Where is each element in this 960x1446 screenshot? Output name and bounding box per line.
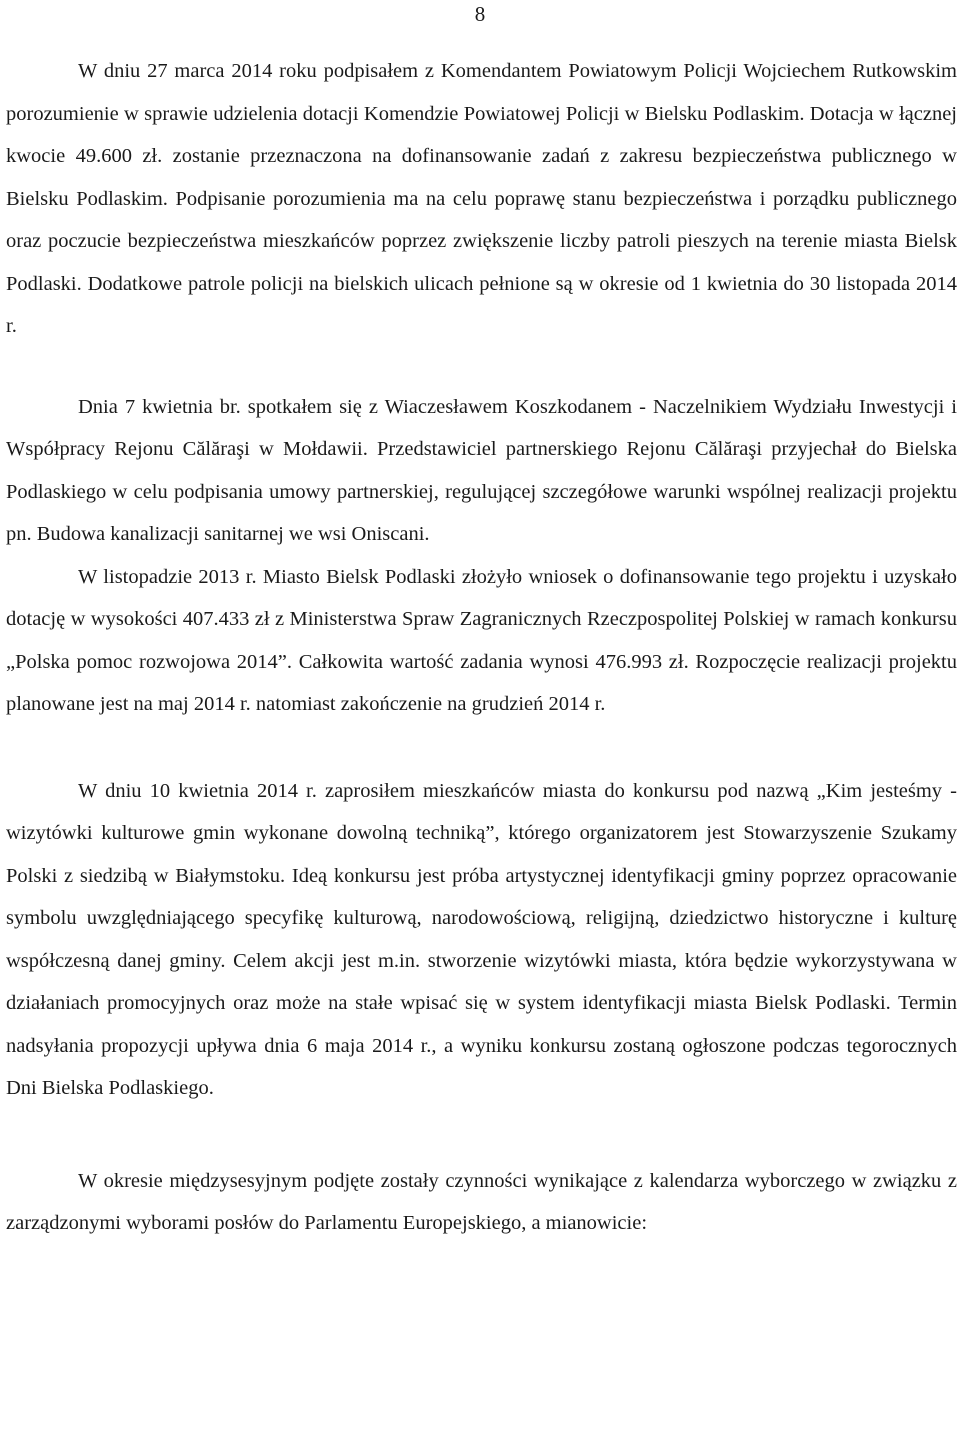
paragraph-election-calendar: W okresie międzysesyjnym podjęte zostały czynności wynikające z kalendarza wyborczego w związku z zarządzonymi wyborami posłów do Parlamentu Europejskiego, a mianowicie: <box>6 1169 957 1234</box>
page-number: 8 <box>474 2 486 26</box>
paragraph-moldova-meeting: Dnia 7 kwietnia br. spotkałem się z Wiaczesławem Koszkodanem - Naczelnikiem Wydziału Inwestycji i Współpracy Rejonu Călăraşi w Mołdawii. Przedstawiciel partnerskiego Rejonu Călăraşi przyjechał do Bielska Podlaskiego w celu podpisania umowy partnerskiej, regulującej szczegółowe warunki wspólnej realizacji projektu pn. Budowa kanalizacji sanitarnej we wsi Oniscani. <box>6 395 957 545</box>
document-body <box>6 50 957 1245</box>
paragraph-police-agreement: W dniu 27 marca 2014 roku podpisałem z Komendantem Powiatowym Policji Wojciechem Rutkowskim porozumienie w sprawie udzielenia dotacji Komendzie Powiatowej Policji w Bielsku Podlaskim. Dotacja w łącznej kwocie 49.600 zł. zostanie przeznaczona na dofinansowanie zadań z zakresu bezpieczeństwa publicznego w Bielsku Podlaskim. Podpisanie porozumienia ma na celu poprawę stanu bezpieczeństwa i porządku publicznego oraz poczucie bezpieczeństwa mieszkańców poprzez zwiększenie liczby patroli pieszych na terenie miasta Bielsk Podlaski. Dodatkowe patrole policji na bielskich ulicach pełnione są w okresie od 1 kwietnia do 30 listopada 2014 r. <box>6 60 957 337</box>
paragraph-project-funding: W listopadzie 2013 r. Miasto Bielsk Podlaski złożyło wniosek o dofinansowanie tego projektu i uzyskało dotację w wysokości 407.433 zł z Ministerstwa Spraw Zagranicznych Rzeczpospolitej Polskiej w ramach konkursu „Polska pomoc rozwojowa 2014”. Całkowita wartość zadania wynosi 476.993 zł. Rozpoczęcie realizacji projektu planowane jest na maj 2014 r. natomiast zakończenie na grudzień 2014 r. <box>6 565 957 715</box>
paragraph-competition: W dniu 10 kwietnia 2014 r. zaprosiłem mieszkańców miasta do konkursu pod nazwą „Kim jesteśmy - wizytówki kulturowe gmin wykonane dowolną techniką”, którego organizatorem jest Stowarzyszenie Szukamy Polski z siedzibą w Białymstoku. Ideą konkursu jest próba artystycznej identyfikacji gminy poprzez opracowanie symbolu uwzględniającego specyfikę kulturową, narodowościową, religijną, dziedzictwo historyczne i kulturę współczesną danej gminy. Celem akcji jest m.in. stworzenie wizytówki miasta, która będzie wykorzystywana w działaniach promocyjnych oraz może na stałe wpisać się w system identyfikacji miasta Bielsk Podlaski. Termin nadsyłania propozycji upływa dnia 6 maja 2014 r., a wyniku konkursu zostaną ogłoszone podczas tegorocznych Dni Bielska Podlaskiego. <box>6 779 957 1099</box>
